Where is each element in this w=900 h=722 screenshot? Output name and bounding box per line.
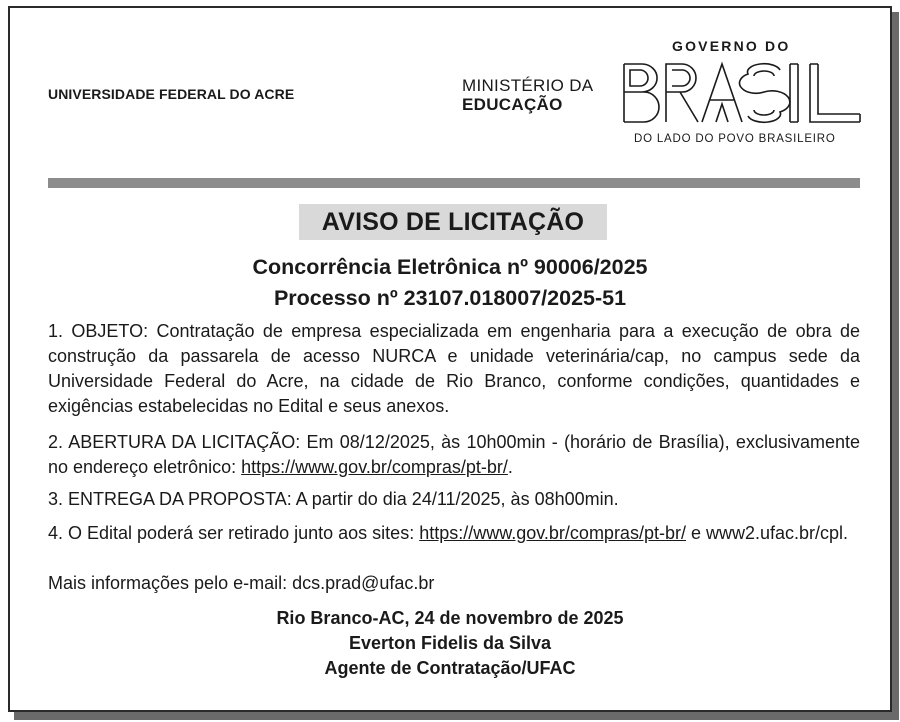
ministry-line1: MINISTÉRIO DA [462, 76, 594, 95]
item-edital [48, 521, 860, 546]
more-info: Mais informações pelo e-mail: dcs.prad@ufac.br [48, 573, 435, 593]
bidding-number: Concorrência Eletrônica nº 90006/2025 [252, 255, 648, 279]
place-date: Rio Branco-AC, 24 de novembro de 2025 [276, 608, 624, 628]
process-number: Processo nº 23107.018007/2025-51 [273, 286, 627, 310]
frame-shadow-bottom [14, 712, 899, 720]
government-label: GOVERNO DO [672, 38, 791, 54]
item-opening-end: . [507, 457, 513, 477]
notice-title: AVISO DE LICITAÇÃO [299, 204, 607, 240]
item-edital-text: 4. O Edital poderá ser retirado junto aos sites: [48, 523, 420, 543]
government-slogan: DO LADO DO POVO BRASILEIRO [634, 133, 836, 145]
signer-name: Everton Fidelis da Silva [348, 633, 552, 653]
ministry-line2: EDUCAÇÃO [462, 95, 563, 114]
header-divider [48, 178, 860, 188]
university-name: UNIVERSIDADE FEDERAL DO ACRE [48, 86, 295, 102]
item-opening [48, 430, 860, 480]
item-object: 1. OBJETO: Contratação de empresa especializada em engenharia para a execução de obra de construção da passarela de acesso NURCA e unidade veterinária/cap, no campus sede da Universidade Federal do Acre, na cidade de Rio Branco, conforme condições, quantidades e exigências estabelecidas no Edital e seus anexos. [48, 321, 860, 416]
item-edital-end: e www2.ufac.br/cpl. [685, 523, 849, 543]
brasil-wordmark-logo [620, 60, 864, 126]
signer-role: Agente de Contratação/UFAC [324, 658, 576, 678]
ministry-logo [462, 76, 593, 114]
compras-link[interactable]: https://www.gov.br/compras/pt-br/ [241, 457, 508, 477]
item-opening-text: 2. ABERTURA DA LICITAÇÃO: Em 08/12/2025, às 10h00min - (horário de Brasília), exclusivamente no endereço eletrônico: [48, 432, 860, 477]
item-proposal-delivery: 3. ENTREGA DA PROPOSTA: A partir do dia 24/11/2025, às 08h00min. [48, 489, 619, 509]
compras-link-2[interactable]: https://www.gov.br/compras/pt-br/ [419, 523, 686, 543]
